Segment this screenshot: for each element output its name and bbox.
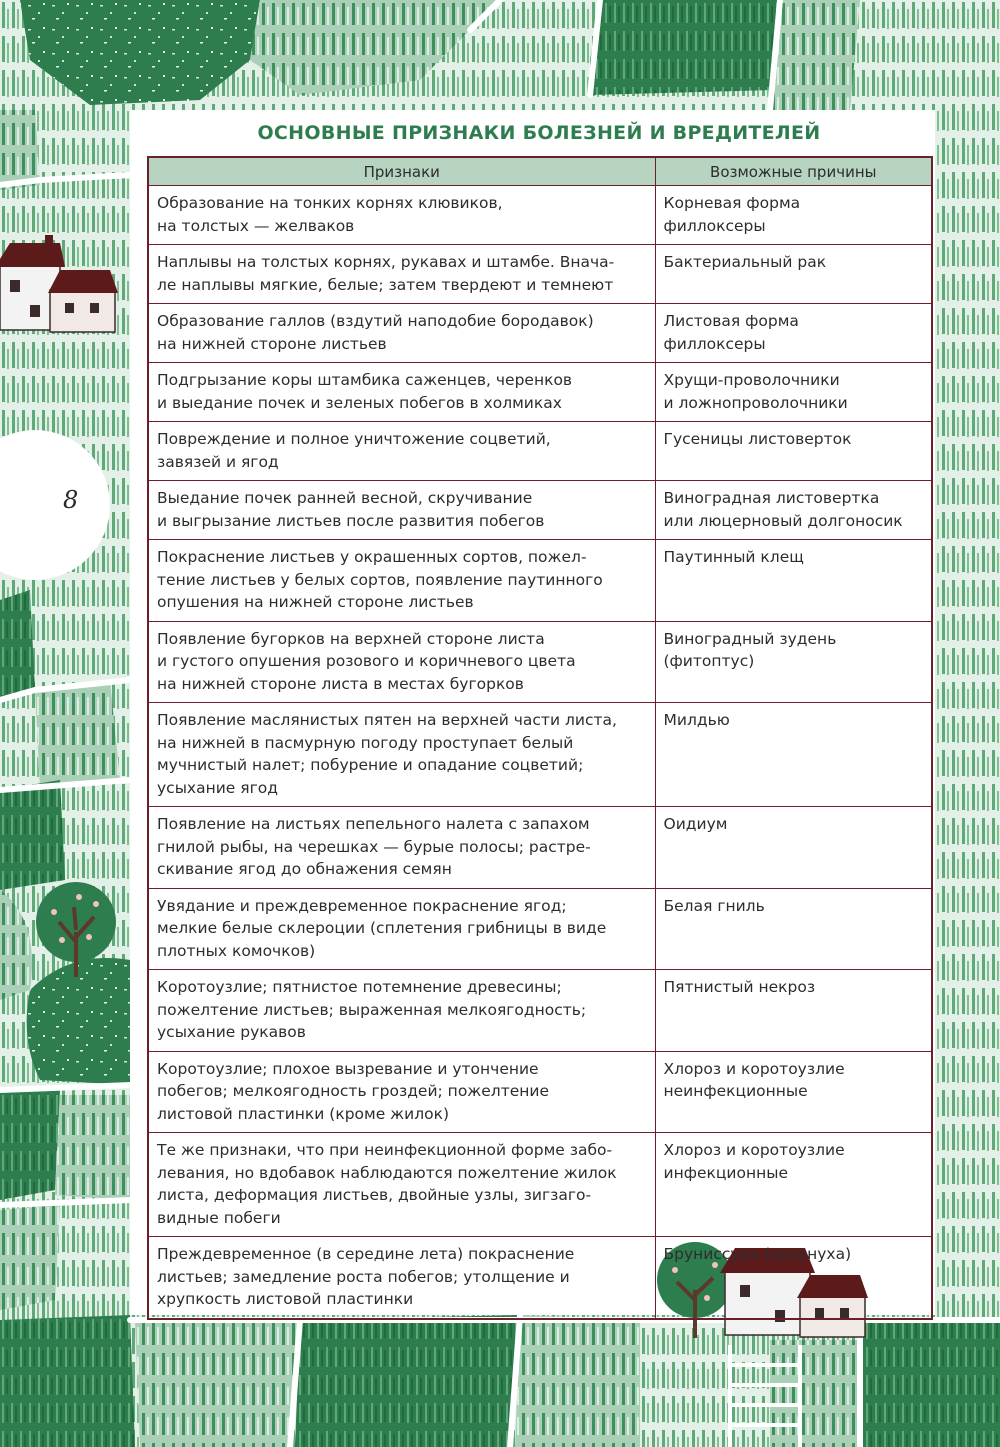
houses-illustration-left [0,235,120,335]
table-row [148,245,932,304]
cause-cell: Оидиум [655,807,932,889]
table-row [148,970,932,1052]
cause-cell: Белая гниль [655,888,932,970]
page-number: 8 [63,486,79,514]
cause-cell: Милдью [655,703,932,807]
tree-illustration-left [34,882,120,982]
sign-cell: Появление бугорков на верхней стороне листа и густого опушения розового и коричневого цвета на нижней стороне листа в местах бугорков [148,621,655,703]
cause-cell: Бактериальный рак [655,245,932,304]
table-row [148,363,932,422]
cause-cell: Паутинный клещ [655,540,932,622]
cause-cell: Бруниссура (краснуха) [655,1237,932,1319]
table-row [148,1237,932,1319]
cause-cell: Пятнистый некроз [655,970,932,1052]
table-row [148,1051,932,1133]
sign-cell: Образование на тонких корнях клювиков, на толстых — желваков [148,186,655,245]
cause-cell: Листовая форма филлоксеры [655,304,932,363]
header-signs: Признаки [148,157,655,186]
table-row [148,304,932,363]
signs-causes-table [147,156,933,1320]
sign-cell: Повреждение и полное уничтожение соцветий, завязей и ягод [148,422,655,481]
sign-cell: Подгрызание коры штамбика саженцев, черенков и выедание почек и зеленых побегов в холмиках [148,363,655,422]
cause-cell: Виноградный зудень (фитоптус) [655,621,932,703]
sign-cell: Выедание почек ранней весной, скручивание и выгрызание листьев после развития побегов [148,481,655,540]
sign-cell: Наплывы на толстых корнях, рукавах и штамбе. Внача- ле наплывы мягкие, белые; затем твердеют и темнеют [148,245,655,304]
table-row [148,703,932,807]
table-row [148,422,932,481]
cause-cell: Корневая форма филлоксеры [655,186,932,245]
table-row [148,186,932,245]
page-number-badge [0,425,110,585]
sign-cell: Преждевременное (в середине лета) покраснение листьев; замедление роста побегов; утолщение и хрупкость листовой пластинки [148,1237,655,1319]
sign-cell: Увядание и преждевременное покраснение ягод; мелкие белые склероции (сплетения грибницы в виде плотных комочков) [148,888,655,970]
sign-cell: Появление маслянистых пятен на верхней части листа, на нижней в пасмурную погоду проступает белый мучнистый налет; побурение и опадание соцветий; усыхание ягод [148,703,655,807]
table-header-row [148,157,932,186]
sign-cell: Образование галлов (вздутий наподобие бородавок) на нижней стороне листьев [148,304,655,363]
cause-cell: Виноградная листовертка или люцерновый долгоносик [655,481,932,540]
table-row [148,1133,932,1237]
table-row [148,481,932,540]
table-row [148,540,932,622]
page-title: ОСНОВНЫЕ ПРИЗНАКИ БОЛЕЗНЕЙ И ВРЕДИТЕЛЕЙ [257,122,821,144]
table-row [148,621,932,703]
sign-cell: Коротоузлие; пятнистое потемнение древесины; пожелтение листьев; выраженная мелкоягодность; усыхание рукавов [148,970,655,1052]
sign-cell: Те же признаки, что при неинфекционной форме забо- левания, но вдобавок наблюдаются пожелтение жилок листа, деформация листьев, двойные узлы, зигзаго- видные побеги [148,1133,655,1237]
cause-cell: Хлороз и коротоузлие неинфекционные [655,1051,932,1133]
table-row [148,807,932,889]
sign-cell: Коротоузлие; плохое вызревание и утончение побегов; мелкоягодность гроздей; пожелтение листовой пластинки (кроме жилок) [148,1051,655,1133]
table-row [148,888,932,970]
header-causes: Возможные причины [655,157,932,186]
sign-cell: Появление на листьях пепельного налета с запахом гнилой рыбы, на черешках — бурые полосы; растре- скивание ягод до обнажения семян [148,807,655,889]
cause-cell: Хрущи-проволочники и ложнопроволочники [655,363,932,422]
cause-cell: Хлороз и коротоузлие инфекционные [655,1133,932,1237]
cause-cell: Гусеницы листоверток [655,422,932,481]
sign-cell: Покраснение листьев у окрашенных сортов, пожел- тение листьев у белых сортов, появление паутинного опушения на нижней стороне листьев [148,540,655,622]
